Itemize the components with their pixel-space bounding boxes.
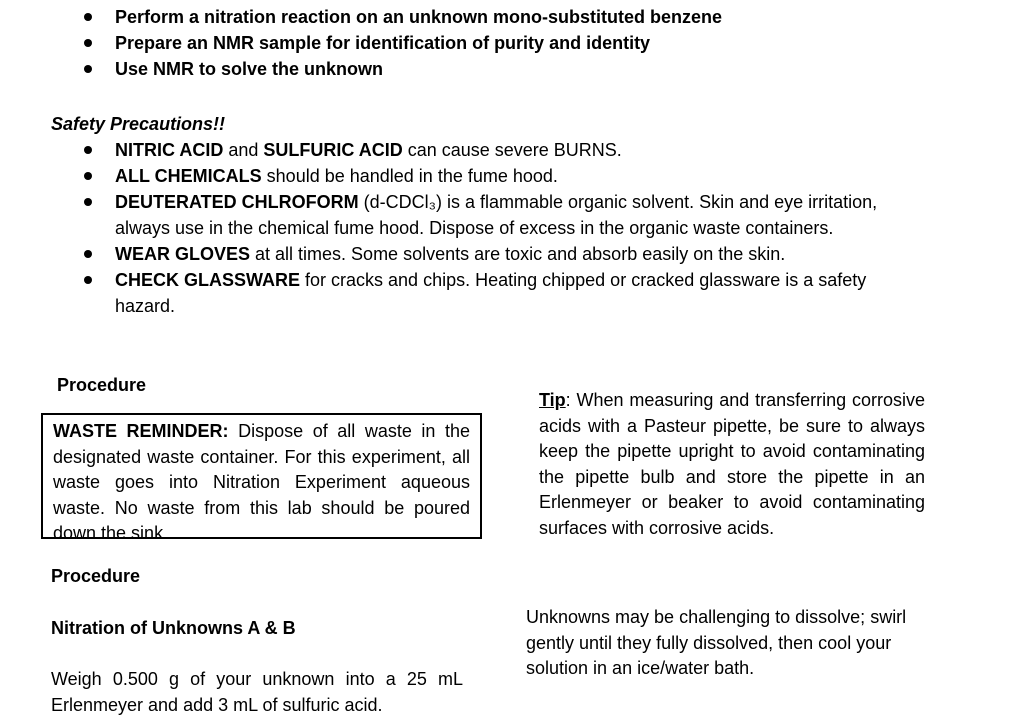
safety-item: DEUTERATED CHLROFORM (d-CDCl₃) is a flammable organic solvent. Skin and eye irritation, always use in the chemical fume hood. Dispose of excess in the organic waste containers. bbox=[82, 189, 912, 241]
objectives-list bbox=[82, 4, 722, 82]
objective-item: Perform a nitration reaction on an unknown mono-substituted benzene bbox=[82, 4, 722, 30]
tip-label: Tip bbox=[539, 390, 566, 410]
objective-item: Prepare an NMR sample for identification of purity and identity bbox=[82, 30, 722, 56]
waste-reminder-text: Dispose of all waste in the designated waste container. For this experiment, all waste goes into Nitration Experiment aqueous waste. No waste from this lab should be poured down the sink. bbox=[53, 421, 470, 543]
safety-list bbox=[82, 137, 912, 319]
tip-text: : When measuring and transferring corrosive acids with a Pasteur pipette, be sure to always keep the pipette upright to avoid contaminating the pipette bulb and store the pipette in an Erlenmeyer or beaker to avoid contaminating surfaces with corrosive acids. bbox=[539, 390, 925, 538]
weigh-instructions: Weigh 0.500 g of your unknown into a 25 mL Erlenmeyer and add 3 mL of sulfuric acid. bbox=[51, 669, 463, 715]
objective-item: Use NMR to solve the unknown bbox=[82, 56, 722, 82]
unknowns-note: Unknowns may be challenging to dissolve; swirl gently until they fully dissolved, then cool your solution in an ice/water bath. bbox=[526, 607, 907, 678]
procedure-heading-2: Procedure bbox=[51, 566, 141, 586]
nitration-heading: Nitration of Unknowns A & B bbox=[51, 618, 296, 638]
safety-item: ALL CHEMICALS should be handled in the fume hood. bbox=[82, 163, 912, 189]
bullet-icon bbox=[84, 146, 92, 154]
bullet-icon bbox=[84, 65, 92, 73]
waste-reminder-label: WASTE REMINDER: bbox=[53, 421, 229, 441]
bullet-icon bbox=[84, 172, 92, 180]
tip-paragraph bbox=[539, 388, 925, 541]
safety-item: NITRIC ACID and SULFURIC ACID can cause severe BURNS. bbox=[82, 137, 912, 163]
bullet-icon bbox=[84, 39, 92, 47]
bullet-icon bbox=[84, 276, 92, 284]
bullet-icon bbox=[84, 250, 92, 258]
safety-item: CHECK GLASSWARE for cracks and chips. Heating chipped or cracked glassware is a safety hazard. bbox=[82, 267, 912, 319]
safety-title: Safety Precautions!! bbox=[51, 114, 226, 134]
bullet-icon bbox=[84, 198, 92, 206]
safety-item: WEAR GLOVES at all times. Some solvents are toxic and absorb easily on the skin. bbox=[82, 241, 912, 267]
procedure-heading: Procedure bbox=[57, 375, 147, 395]
waste-reminder-box bbox=[41, 413, 482, 543]
bullet-icon bbox=[84, 13, 92, 21]
